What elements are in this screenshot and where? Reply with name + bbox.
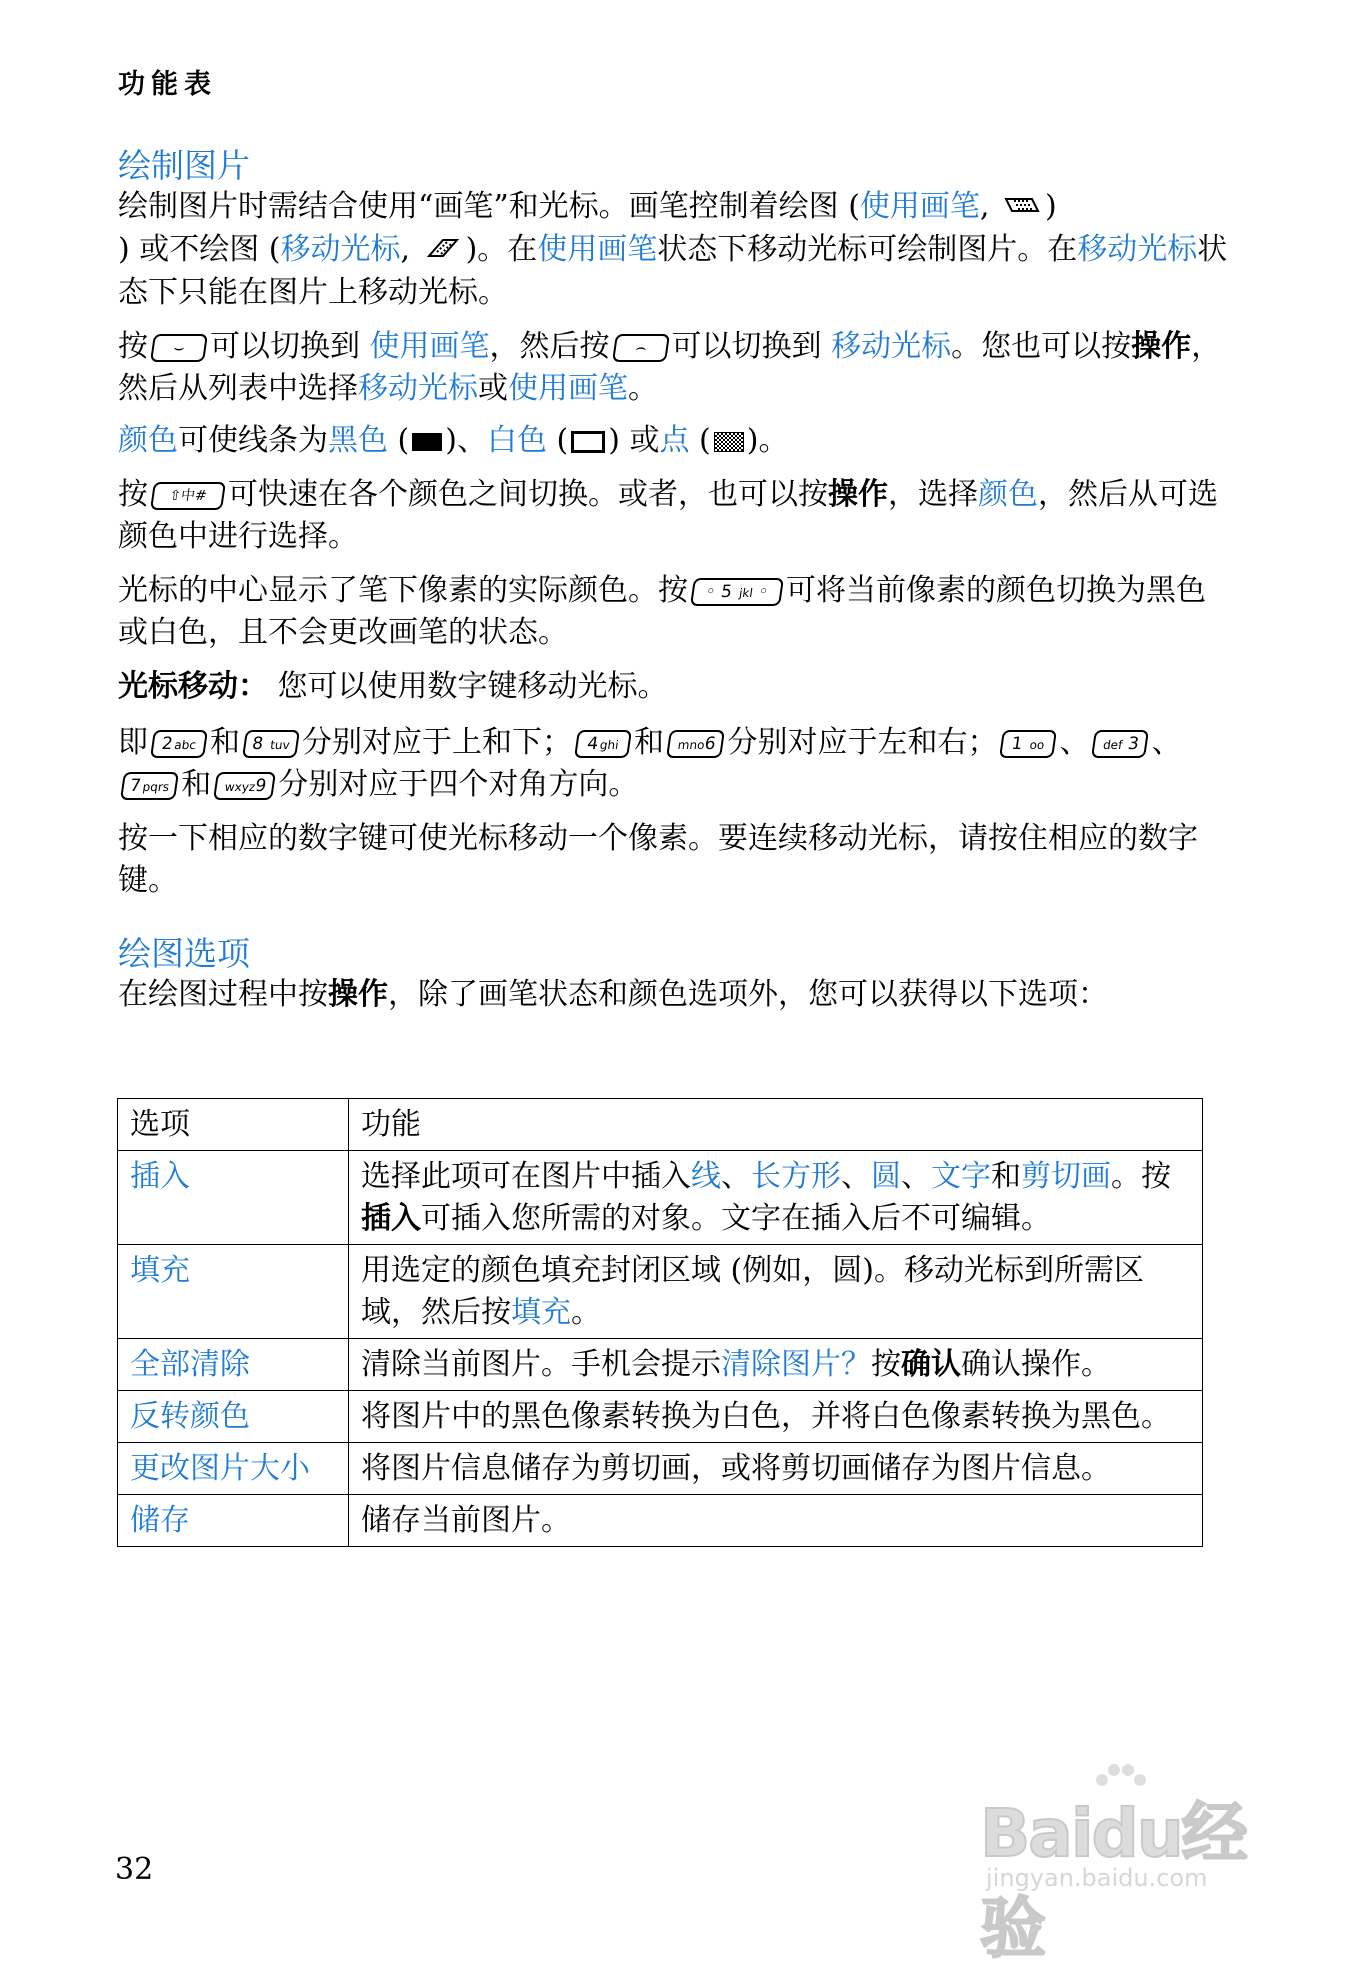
key-9-icon: wxyz9 (213, 772, 276, 800)
white-swatch-icon (571, 431, 605, 453)
table-row (118, 1495, 1203, 1547)
option-save-desc: 储存当前图片。 (349, 1495, 1203, 1547)
paragraph-cursor-color: 光标的中心显示了笔下像素的实际颜色。按 ◦ 5 jkl ◦ 可将当前像素的颜色切换为黑色或白色，且不会更改画笔的状态。 (118, 573, 1206, 650)
key-2-icon: 2abc (150, 730, 208, 758)
table-header-function: 功能 (349, 1099, 1203, 1151)
key-4-icon: 4ghi (574, 730, 632, 758)
pen-draw-icon (1002, 187, 1042, 229)
page-number: 32 (115, 1852, 154, 1887)
table-row (118, 1339, 1203, 1391)
key-5-icon: ◦ 5 jkl ◦ (690, 578, 784, 606)
table-row (118, 1391, 1203, 1443)
paragraph-hold-keys: 按一下相应的数字键可使光标移动一个像素。要连续移动光标，请按住相应的数字键。 (118, 821, 1198, 898)
watermark-url: jingyan.baidu.com (986, 1864, 1208, 1892)
paragraph-color-switch: 按 ⇧中# 可快速在各个颜色之间切换。或者，也可以按操作，选择颜色，然后从可选颜色中进行选择。 (118, 477, 1218, 554)
key-6-icon: mno6 (666, 730, 725, 758)
watermark-logo: Baidu经验 (980, 1795, 1246, 1967)
paragraph-number-keys: 即 2abc 和 8 tuv 分别对应于上和下； 4ghi 和 mno6 分别对应于左和右； 1 oo 、 def 3 、7pqrs 和 wxyz9 分别对应于四个对角方向。 (118, 725, 1182, 802)
table-header-row (118, 1099, 1203, 1151)
paragraph-pen-intro: 绘制图片时需结合使用“画笔”和光标。画笔控制着绘图 (使用画笔, ) ) 或不绘图 (移动光标, )。在使用画笔状态下移动光标可绘制图片。在移动光标状态下只能在图片上移动光标。 (118, 189, 1228, 310)
pen-move-icon (423, 230, 463, 272)
option-invert-colors-desc: 将图片中的黑色像素转换为白色，并将白色像素转换为黑色。 (349, 1391, 1203, 1443)
option-fill-desc: 用选定的颜色填充封闭区域 (例如，圆)。移动光标到所需区域，然后按填充。 (349, 1245, 1203, 1339)
hash-key-icon: ⇧中# (150, 482, 226, 510)
table-row (118, 1443, 1203, 1495)
table-row (118, 1151, 1203, 1245)
key-7-icon: 7pqrs (120, 772, 179, 800)
key-8-icon: 8 tuv (242, 730, 300, 758)
paragraph-options-intro: 在绘图过程中按操作，除了画笔状态和颜色选项外，您可以获得以下选项： (118, 977, 1108, 1012)
table-row (118, 1245, 1203, 1339)
option-fill: 填充 (118, 1245, 349, 1339)
black-swatch-icon (412, 433, 442, 451)
up-key-icon: ⌢ (612, 334, 670, 362)
paragraph-switch-keys: 按 ⌣ 可以切换到 使用画笔，然后按 ⌢ 可以切换到 移动光标。您也可以按操作，然后从列表中选择移动光标或使用画笔。 (118, 329, 1222, 406)
down-key-icon: ⌣ (150, 334, 208, 362)
option-resize: 更改图片大小 (118, 1443, 349, 1495)
options-table (117, 1098, 1203, 1547)
section-title-draw: 绘制图片 (118, 146, 250, 185)
key-1-icon: 1 oo (1000, 730, 1058, 758)
option-insert-desc: 选择此项可在图片中插入线、长方形、圆、文字和剪切画。按插入可插入您所需的对象。文字在插入后不可编辑。 (349, 1151, 1203, 1245)
option-clear-all-desc: 清除当前图片。手机会提示清除图片？按确认确认操作。 (349, 1339, 1203, 1391)
dot-swatch-icon (714, 432, 744, 452)
running-header: 功能表 (118, 69, 217, 100)
option-save: 储存 (118, 1495, 349, 1547)
watermark (960, 1760, 1290, 1967)
table-header-option: 选项 (118, 1099, 349, 1151)
option-insert: 插入 (118, 1151, 349, 1245)
option-invert-colors: 反转颜色 (118, 1391, 349, 1443)
paragraph-colors: 颜色可使线条为黑色 ( )、白色 ( ) 或点 ( )。 (118, 423, 789, 458)
option-resize-desc: 将图片信息储存为剪切画，或将剪切画储存为图片信息。 (349, 1443, 1203, 1495)
option-clear-all: 全部清除 (118, 1339, 349, 1391)
paragraph-cursor-move: 光标移动： 您可以使用数字键移动光标。 (118, 669, 668, 704)
section-title-options: 绘图选项 (118, 934, 250, 973)
key-3-icon: def 3 (1092, 730, 1150, 758)
